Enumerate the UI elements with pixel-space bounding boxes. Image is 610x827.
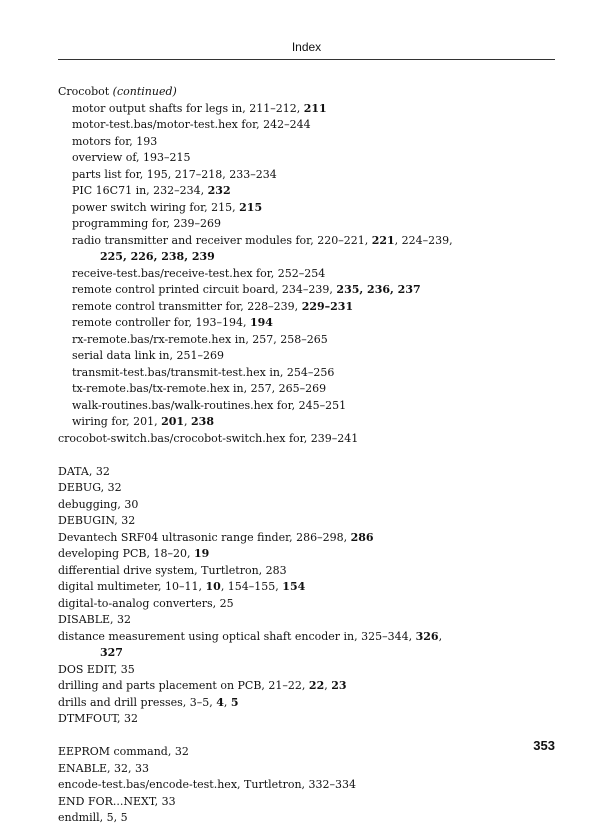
entry-text: radio transmitter and receiver modules for, 220–221, — [72, 233, 372, 247]
page-ref-bold: 326 — [415, 629, 439, 643]
page-ref-bold: 23 — [331, 679, 347, 692]
page-ref-bold: 10 — [205, 580, 221, 593]
entry-text: , — [184, 415, 192, 428]
index-entry — [58, 348, 555, 365]
entry-text: differential drive system, Turtletron, 283 — [58, 563, 287, 577]
page-ref-bold: 225, 226, 238, 239 — [100, 250, 215, 263]
entry-text: tx-remote.bas/tx-remote.hex in, 257, 265–269 — [72, 382, 327, 395]
index-entry — [58, 579, 555, 596]
page-number: 353 — [533, 738, 555, 753]
running-header — [58, 40, 555, 60]
index-entry — [58, 216, 555, 233]
page-ref-bold: 4 — [216, 695, 224, 709]
index-entry — [58, 332, 555, 349]
index-entry — [58, 810, 555, 827]
entry-text: distance measurement using optical shaft encoder in, 325–344, — [58, 629, 416, 643]
index-entry — [58, 662, 555, 679]
entry-text: debugging, 30 — [58, 497, 139, 511]
entry-text: power switch wiring for, 215, — [72, 200, 240, 214]
index-entry — [58, 777, 555, 794]
entry-text: DATA, 32 — [58, 464, 110, 478]
page-ref-bold: 19 — [193, 547, 210, 560]
entry-text: developing PCB, 18–20, — [58, 547, 194, 560]
d-entries-continued — [58, 662, 555, 728]
index-entry — [58, 744, 555, 761]
entry-text: , 154–155, — [220, 580, 283, 593]
entry-text: ENABLE, 32, 33 — [58, 761, 149, 775]
index-entry — [58, 761, 555, 778]
index-entry — [58, 266, 555, 283]
crocobot-subentries — [58, 101, 555, 431]
entry-text: , 224–239, — [394, 233, 453, 247]
page-ref-bold: 238 — [191, 415, 214, 428]
index-entry — [58, 645, 555, 662]
page-ref-bold: 235, 236, 237 — [336, 283, 421, 296]
page-ref-bold: 22 — [308, 679, 325, 692]
index-entry — [58, 563, 555, 580]
entry-text: motors for, 193 — [72, 134, 158, 148]
page-ref-bold: 215 — [239, 200, 263, 214]
entry-text: , — [438, 629, 443, 643]
index-heading-term: Crocobot — [58, 85, 113, 98]
index-entry — [58, 282, 555, 299]
index-entry — [58, 530, 555, 547]
index-entry — [58, 480, 555, 497]
entry-text: serial data link in, 251–269 — [72, 349, 224, 362]
entry-text: DEBUG, 32 — [58, 481, 122, 494]
page-ref-bold: 232 — [207, 184, 231, 197]
index-entry — [58, 678, 555, 695]
d-entries — [58, 464, 555, 662]
entry-text: transmit-test.bas/transmit-test.hex in, 254–256 — [72, 365, 335, 379]
index-entry — [58, 464, 555, 481]
entry-text: DEBUGIN, 32 — [58, 514, 136, 527]
index-entry — [58, 381, 555, 398]
index-entry — [58, 167, 555, 184]
page-ref-bold: 229–231 — [301, 299, 354, 313]
page-ref-bold: 194 — [249, 316, 273, 329]
page-ref-bold: 211 — [303, 101, 327, 115]
entry-text: DOS EDIT, 35 — [58, 662, 135, 676]
entry-text: rx-remote.bas/rx-remote.hex in, 257, 258–265 — [72, 332, 328, 346]
index-entry — [58, 612, 555, 629]
entry-text: PIC 16C71 in, 232–234, — [72, 184, 208, 197]
entry-text: DTMFOUT, 32 — [58, 712, 139, 725]
page-ref-bold: 5 — [230, 695, 239, 709]
entry-text: motor-test.bas/motor-test.hex for, 242–244 — [72, 118, 311, 131]
index-entry — [58, 233, 555, 250]
entry-text: wiring for, 201, — [72, 415, 162, 428]
entry-text: overview of, 193–215 — [72, 151, 191, 164]
entry-text: encode-test.bas/encode-test.hex, Turtletron, 332–334 — [58, 778, 357, 791]
crocobot-switch-entry — [58, 431, 555, 448]
entry-text: digital-to-analog converters, 25 — [58, 596, 234, 610]
entry-text: remote control transmitter for, 228–239, — [72, 299, 302, 313]
index-entry — [58, 431, 555, 448]
index-entry — [58, 183, 555, 200]
entry-text: crocobot-switch.bas/crocobot-switch.hex for, 239–241 — [58, 431, 359, 445]
page-ref-bold: 154 — [282, 580, 306, 593]
entry-text: motor output shafts for legs in, 211–212, — [72, 101, 304, 115]
page-ref-bold: 221 — [371, 233, 395, 247]
index-entry — [58, 497, 555, 514]
entry-text: programming for, 239–269 — [72, 217, 222, 230]
index-entry — [58, 629, 555, 646]
index-entry — [58, 365, 555, 382]
index-heading-note: (continued) — [112, 85, 177, 98]
index-entry — [58, 513, 555, 530]
section-gap — [58, 728, 555, 745]
entry-text: drilling and parts placement on PCB, 21–22, — [58, 679, 309, 692]
index-entry — [58, 150, 555, 167]
index-entry — [58, 117, 555, 134]
entry-text: , — [324, 679, 332, 692]
entry-text: END FOR...NEXT, 33 — [58, 794, 176, 808]
entry-text: Devantech SRF04 ultrasonic range finder, 286–298, — [58, 530, 351, 544]
index-entry — [58, 398, 555, 415]
entry-text: , — [223, 695, 231, 709]
entry-text: EEPROM command, 32 — [58, 745, 189, 758]
index-entry — [58, 414, 555, 431]
index-body — [58, 84, 555, 827]
index-entry — [58, 596, 555, 613]
entry-text: parts list for, 195, 217–218, 233–234 — [72, 167, 277, 181]
index-entry — [58, 200, 555, 217]
index-entry — [58, 249, 555, 266]
entry-text: walk-routines.bas/walk-routines.hex for, 245–251 — [72, 398, 347, 412]
entry-text: remote controller for, 193–194, — [72, 316, 250, 329]
page-ref-bold: 201 — [161, 415, 185, 428]
entry-text: receive-test.bas/receive-test.hex for, 252–254 — [72, 266, 326, 280]
section-gap — [58, 447, 555, 464]
entry-text: remote control printed circuit board, 234–239, — [72, 283, 337, 296]
entry-text: drills and drill presses, 3–5, — [58, 695, 217, 709]
index-entry — [58, 134, 555, 151]
e-entries — [58, 744, 555, 827]
index-entry — [58, 794, 555, 811]
entry-text: endmill, 5, 5 — [58, 811, 128, 824]
index-entry — [58, 695, 555, 712]
entry-text: DISABLE, 32 — [58, 613, 132, 626]
index-entry — [58, 101, 555, 118]
page-ref-bold: 327 — [100, 646, 123, 659]
index-entry — [58, 315, 555, 332]
header-title: Index — [291, 40, 322, 54]
index-entry — [58, 546, 555, 563]
index-heading — [58, 84, 555, 101]
index-entry — [58, 711, 555, 728]
entry-text: digital multimeter, 10–11, — [58, 580, 206, 593]
index-entry — [58, 299, 555, 316]
page-ref-bold: 286 — [350, 530, 374, 544]
